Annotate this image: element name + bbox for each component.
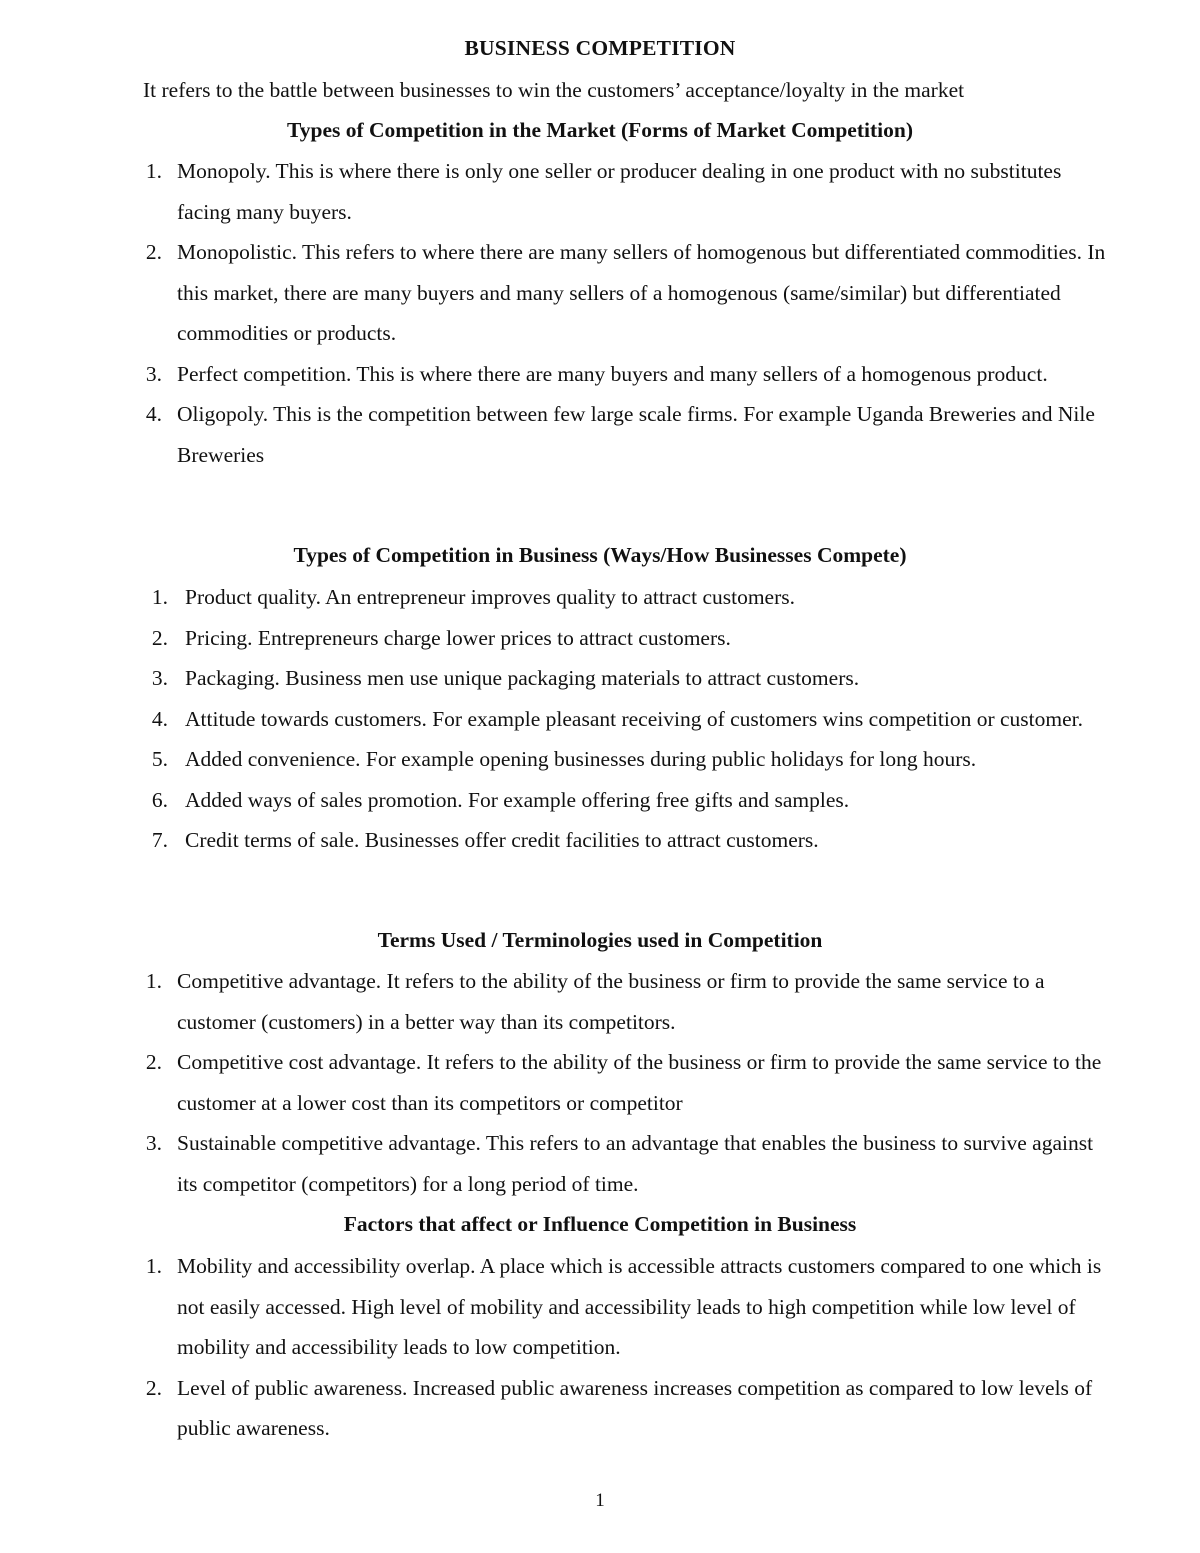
list-item: 2. Level of public awareness. Increased public awareness increases competition as compared to low levels of public awareness. [145, 1375, 1093, 1440]
list-item: 6. Added ways of sales promotion. For example offering free gifts and samples. [151, 787, 850, 812]
document-title: BUSINESS COMPETITION [464, 36, 736, 60]
list-item: 3. Sustainable competitive advantage. This refers to an advantage that enables the business to survive against its competitor (competitors) for a long period of time. [145, 1131, 1094, 1196]
market-competition-list [0, 151, 1117, 475]
list-item: 3. Perfect competition. This is where there are many buyers and many sellers of a homogenous product. [145, 361, 1048, 386]
list-item: 1. Product quality. An entrepreneur improves quality to attract customers. [151, 585, 795, 609]
terminologies-list [0, 961, 1117, 1204]
list-item: 5. Added convenience. For example opening businesses during public holidays for long hours. [151, 747, 977, 771]
list-item: 7. Credit terms of sale. Businesses offer credit facilities to attract customers. [151, 828, 819, 852]
intro-paragraph: It refers to the battle between businesses to win the customers’ acceptance/loyalty in the market [143, 78, 965, 102]
section-heading-terminologies: Terms Used / Terminologies used in Competition [377, 928, 823, 952]
list-item: 1. Mobility and accessibility overlap. A place which is accessible attracts customers compared to one which is not easily accessed. High level of mobility and accessibility leads to high competition while low level of mobility and accessibility leads to low competition. [145, 1254, 1102, 1359]
section-heading-ways-businesses-compete: Types of Competition in Business (Ways/How Businesses Compete) [293, 543, 907, 567]
list-item: 2. Competitive cost advantage. It refers to the ability of the business or firm to provide the same service to the customer at a lower cost than its competitors or competitor [145, 1050, 1102, 1115]
factors-list [0, 1246, 1117, 1449]
page-number: 1 [595, 1490, 605, 1511]
list-item: 2. Monopolistic. This refers to where there are many sellers of homogenous but differentiated commodities. In this market, there are many buyers and many sellers of a homogenous (same/similar) but differentiated commodities or products. [145, 240, 1106, 345]
list-item: 1. Monopoly. This is where there is only one seller or producer dealing in one product with no substitutes facing many buyers. [145, 159, 1062, 224]
section-heading-factors: Factors that affect or Influence Competition in Business [343, 1212, 857, 1236]
list-item: 3. Packaging. Business men use unique packaging materials to attract customers. [151, 666, 860, 690]
list-item: 4. Attitude towards customers. For example pleasant receiving of customers wins competition or customer. [151, 706, 1084, 731]
section-heading-market-competition: Types of Competition in the Market (Forms of Market Competition) [287, 118, 913, 142]
list-item: 4. Oligopoly. This is the competition between few large scale firms. For example Uganda Breweries and Nile Breweries [145, 402, 1095, 467]
ways-businesses-compete-list [0, 577, 1125, 861]
list-item: 1. Competitive advantage. It refers to the ability of the business or firm to provide the same service to a customer (customers) in a better way than its competitors. [145, 969, 1045, 1034]
list-item: 2. Pricing. Entrepreneurs charge lower prices to attract customers. [151, 625, 731, 650]
